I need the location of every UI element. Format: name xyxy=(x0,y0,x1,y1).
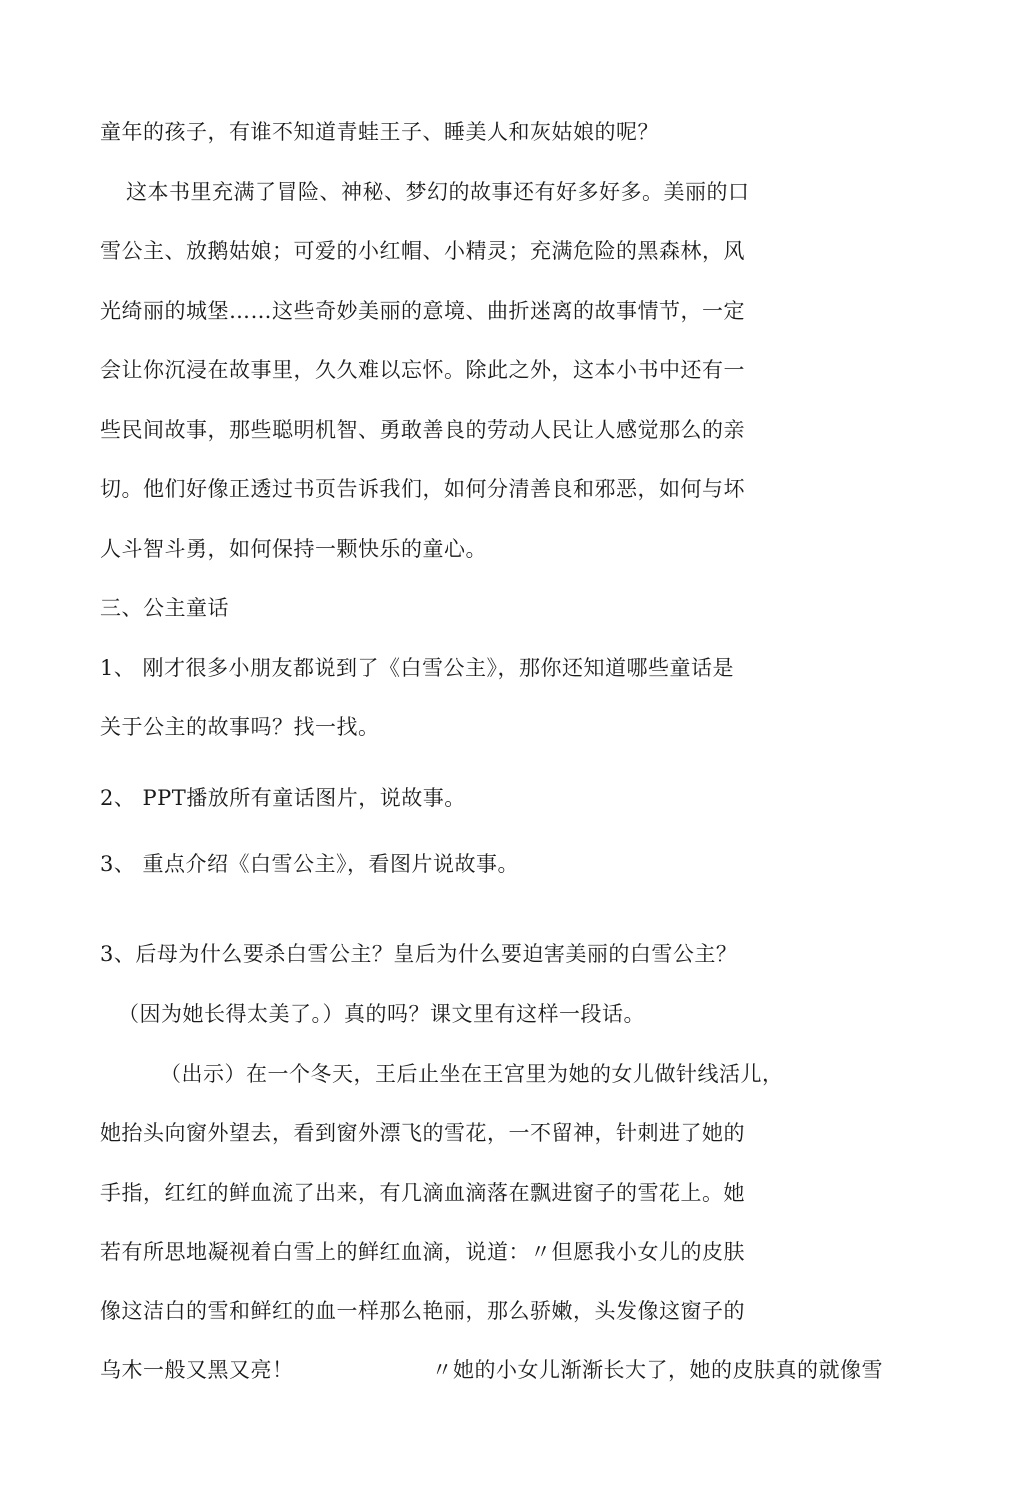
item-1-line-1: 1、 刚才很多小朋友都说到了《白雪公主》，那你还知道哪些童话是 xyxy=(100,656,735,680)
intro-line-2: 这本书里充满了冒险、神秘、梦幻的故事还有好多好多。美丽的口 xyxy=(126,180,750,204)
intro-line-6: 些民间故事，那些聪明机智、勇敢善良的劳动人民让人感觉那么的亲 xyxy=(100,418,745,442)
intro-line-1: 童年的孩子，有谁不知道青蛙王子、睡美人和灰姑娘的呢？ xyxy=(100,120,659,144)
quote-line-3: 手指，红红的鲜血流了出来，有几滴血滴落在飘进窗子的雪花上。她 xyxy=(100,1181,745,1205)
intro-line-4: 光绮丽的城堡……这些奇妙美丽的意境、曲折迷离的故事情节，一定 xyxy=(100,299,745,323)
intro-line-8: 人斗智斗勇，如何保持一颗快乐的童心。 xyxy=(100,537,487,561)
quote-line-4: 若有所思地凝视着白雪上的鲜红血滴，说道：〃但愿我小女儿的皮肤 xyxy=(100,1240,745,1264)
item-2: 2、 PPT播放所有童话图片，说故事。 xyxy=(100,786,466,810)
quote-line-2: 她抬头向窗外望去，看到窗外漂飞的雪花，一不留神，针刺进了她的 xyxy=(100,1121,745,1145)
quote-line-6 xyxy=(100,1356,883,1384)
intro-line-5: 会让你沉浸在故事里，久久难以忘怀。除此之外，这本小书中还有一 xyxy=(100,358,745,382)
item-4-line-2: （因为她长得太美了。）真的吗？课文里有这样一段话。 xyxy=(118,1002,645,1026)
quote-line-6-part-b: 〃她的小女儿渐渐长大了，她的皮肤真的就像雪 xyxy=(431,1358,883,1382)
quote-line-1: （出示）在一个冬天，王后止坐在王宫里为她的女儿做针线活儿， xyxy=(160,1062,784,1086)
quote-line-5: 像这洁白的雪和鲜红的血一样那么艳丽，那么骄嫩，头发像这窗子的 xyxy=(100,1299,745,1323)
intro-line-7: 切。他们好像正透过书页告诉我们，如何分清善良和邪恶，如何与坏 xyxy=(100,477,745,501)
item-4-line-1: 3、后母为什么要杀白雪公主？皇后为什么要迫害美丽的白雪公主？ xyxy=(100,942,738,966)
section-heading: 三、公主童话 xyxy=(100,596,229,620)
intro-line-3: 雪公主、放鹅姑娘；可爱的小红帽、小精灵；充满危险的黑森林，风 xyxy=(100,239,745,263)
item-1-line-2: 关于公主的故事吗？找一找。 xyxy=(100,715,380,739)
quote-line-6-part-a: 乌木一般又黑又亮！ xyxy=(100,1358,294,1382)
item-3: 3、 重点介绍《白雪公主》，看图片说故事。 xyxy=(100,852,520,876)
